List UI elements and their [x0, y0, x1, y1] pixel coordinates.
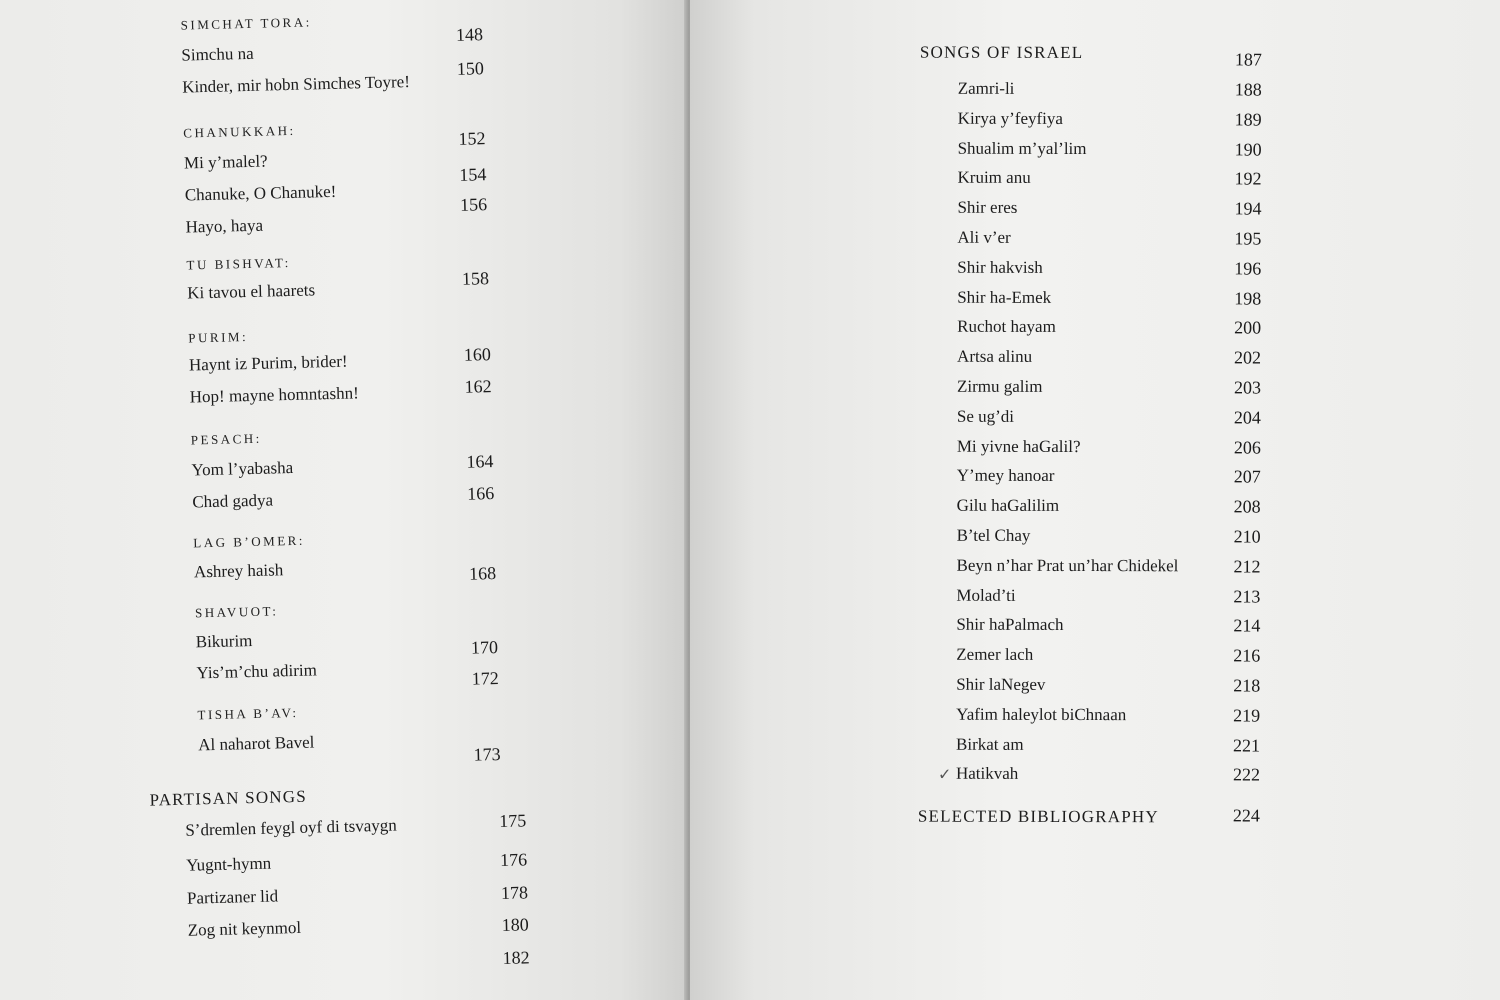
toc-entry-title: Hayo, haya: [185, 215, 264, 237]
toc-entry-page: 176: [499, 849, 528, 871]
toc-entry-title: Beyn n’har Prat un’har Chidekel: [956, 555, 1179, 576]
toc-entry-title: Artsa alinu: [957, 346, 1033, 367]
toc-entry-page: 214: [1233, 615, 1261, 636]
toc-entry-page: 188: [1234, 79, 1262, 100]
toc-entry-page: 203: [1233, 377, 1262, 398]
toc-entry-title: Shir ha-Emek: [957, 287, 1052, 307]
toc-entry-page: 210: [1233, 526, 1261, 547]
toc-entry-page: 152: [458, 128, 486, 149]
right-page: [690, 0, 1500, 1000]
toc-entry-title: Yafim haleylot biChnaan: [956, 704, 1127, 724]
toc-entry-page: 192: [1234, 168, 1262, 189]
toc-entry-page: 180: [501, 914, 529, 936]
toc-entry-title: Zemer lach: [956, 644, 1034, 665]
toc-entry-page: 221: [1233, 735, 1261, 756]
toc-entry-title: Y’mey hanoar: [956, 466, 1055, 486]
toc-entry-page: 175: [498, 810, 527, 832]
toc-entry-page: 202: [1234, 347, 1262, 368]
toc-entry-page: 208: [1233, 496, 1261, 517]
toc-entry-page: 150: [456, 58, 485, 79]
toc-entry-page: 195: [1234, 228, 1262, 249]
toc-entry-title: Hatikvah: [955, 764, 1019, 784]
toc-entry-title: Ki tavou el haarets: [186, 280, 316, 303]
toc-entry-title: Yugnt-hymn: [185, 853, 272, 875]
toc-entry-page: 194: [1234, 198, 1262, 219]
section-label: SHAVUOT:: [194, 603, 279, 621]
songs-of-israel-heading: SONGS OF ISRAEL: [919, 42, 1084, 63]
toc-entry-page: 148: [455, 24, 484, 45]
toc-entry-title: Kirya y’feyfiya: [957, 108, 1063, 128]
toc-entry-title: Ruchot hayam: [957, 317, 1056, 337]
toc-entry-page: 219: [1233, 705, 1261, 726]
toc-entry-page: 166: [466, 483, 495, 504]
toc-entry-page: 216: [1233, 645, 1261, 666]
toc-entry-title: Mi yivne haGalil?: [956, 436, 1081, 456]
partisan-songs-heading: PARTISAN SONGS: [149, 786, 308, 810]
toc-entry-page: 170: [470, 637, 499, 658]
toc-entry-page: 154: [459, 164, 487, 185]
toc-entry-page: 196: [1234, 258, 1262, 279]
toc-entry-page: 204: [1233, 407, 1261, 428]
toc-entry-title: Bikurim: [195, 631, 253, 652]
toc-entry-title: Se ug’di: [956, 406, 1015, 426]
right-page-contents: [690, 0, 1500, 1000]
toc-entry-title: Zog nit keynmol: [187, 917, 302, 940]
toc-entry-title: Hop! mayne homntashn!: [189, 383, 359, 407]
toc-entry-title: Gilu haGalilim: [956, 495, 1060, 516]
toc-entry-page: 206: [1233, 437, 1261, 458]
toc-entry-page: 212: [1233, 556, 1261, 577]
toc-entry-title: Kinder, mir hobn Simches Toyre!: [181, 72, 411, 97]
selected-bibliography-heading: SELECTED BIBLIOGRAPHY: [917, 806, 1159, 827]
toc-entry-title: Shir laNegev: [956, 674, 1046, 694]
section-label: CHANUKKAH:: [183, 122, 296, 141]
toc-entry-title: Yom l’yabasha: [191, 457, 294, 480]
toc-entry-page: 218: [1233, 675, 1261, 696]
toc-entry-title: Zirmu galim: [956, 376, 1043, 396]
toc-entry-title: Kruim anu: [957, 168, 1031, 188]
toc-entry-title: B’tel Chay: [956, 525, 1031, 545]
toc-entry-title: Ali v’er: [957, 227, 1011, 247]
section-label: TU BISHVAT:: [186, 254, 291, 273]
toc-entry-title: Yis’m’chu adirim: [196, 660, 318, 683]
toc-entry-title: Partizaner lid: [186, 886, 279, 908]
toc-entry-page: 168: [468, 563, 497, 584]
toc-entry-page: 173: [473, 743, 501, 765]
toc-entry-page: 222: [1232, 764, 1260, 785]
section-label: PESACH:: [190, 430, 262, 448]
toc-entry-page: 198: [1234, 288, 1262, 309]
toc-entry-page: 213: [1233, 586, 1261, 607]
toc-entry-page: 187: [1234, 49, 1262, 70]
section-label: LAG B’OMER:: [193, 532, 306, 551]
toc-entry-title: Shir haPalmach: [956, 615, 1064, 635]
toc-entry-title: S’dremlen feygl oyf di tsvaygn: [185, 815, 398, 840]
toc-entry-page: 224: [1232, 805, 1260, 826]
toc-entry-page: 200: [1234, 317, 1262, 338]
toc-entry-title: Zamri-li: [957, 78, 1015, 98]
toc-entry-page: 156: [459, 194, 488, 215]
toc-entry-page: 164: [466, 451, 494, 472]
left-page: [0, 0, 688, 1000]
toc-entry-title: Mi y’malel?: [183, 151, 268, 173]
toc-entry-title: Shir eres: [957, 197, 1018, 218]
toc-entry-page: 189: [1234, 109, 1262, 130]
toc-entry-page: 182: [502, 947, 530, 969]
section-label: TISHA B’AV:: [197, 704, 299, 723]
toc-entry-page: 162: [464, 376, 492, 397]
toc-entry-page: 207: [1233, 466, 1261, 487]
toc-entry-title: Birkat am: [956, 734, 1024, 754]
toc-entry-page: 178: [500, 882, 529, 904]
toc-entry-page: 160: [463, 344, 492, 365]
section-label: SIMCHAT TORA:: [180, 14, 312, 33]
toc-entry-title: Molad’ti: [956, 585, 1016, 605]
section-label: PURIM:: [188, 329, 249, 346]
toc-entry-title: Chad gadya: [192, 490, 274, 512]
toc-entry-title: Ashrey haish: [193, 560, 284, 582]
toc-entry-title: Shualim m’yal’lim: [957, 138, 1087, 158]
toc-entry-title: Al naharot Bavel: [198, 732, 315, 755]
checkmark-icon: ✓: [937, 767, 952, 785]
left-page-contents: [0, 0, 688, 1000]
toc-entry-title: Shir hakvish: [957, 257, 1043, 277]
toc-entry-page: 172: [471, 668, 499, 689]
toc-entry-title: Haynt iz Purim, brider!: [188, 351, 348, 375]
toc-entry-page: 158: [461, 268, 490, 289]
toc-entry-title: Simchu na: [181, 43, 254, 65]
toc-entry-title: Chanuke, O Chanuke!: [184, 181, 337, 205]
toc-entry-page: 190: [1234, 139, 1262, 160]
